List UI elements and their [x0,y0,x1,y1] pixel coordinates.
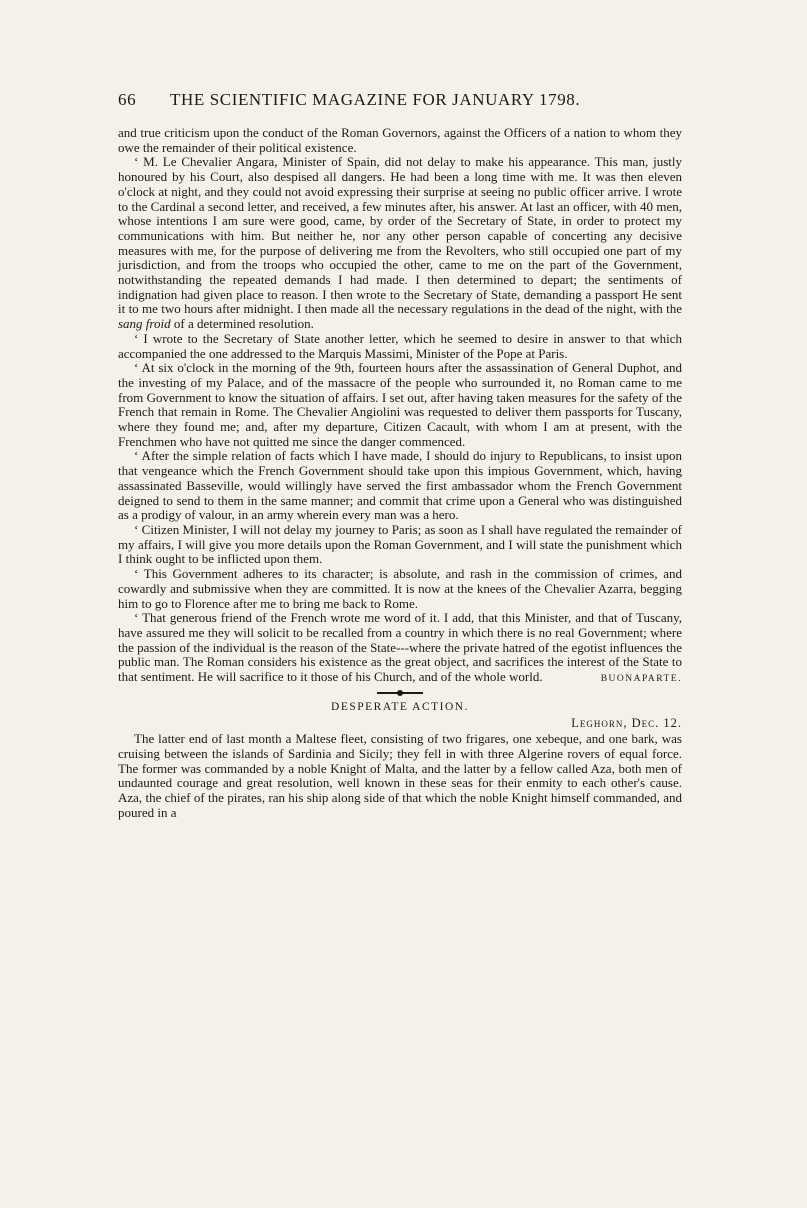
page-body [118,126,682,820]
paragraph-text: ‘ That generous friend of the French wrote me word of it. I add, that this Minister, and that of Tuscany, have assured me they will solicit to be recalled from a country in which there is no real Government; where the passion of the individual is the reason of the State---where the private hatred of the egotist influences the public man. The Roman considers his existence as the great object, and sacrifices the interest of the State to that sentiment. He will sacrifice to it those of his Church, and of the whole world. [118,610,682,685]
paragraph: ‘ Citizen Minister, I will not delay my journey to Paris; as soon as I shall have regulated the remainder of my affairs, I will give you more details upon the Roman Government, and I will state the punishment which I think ought to be inflicted upon them. [118,521,682,567]
section-title: DESPERATE ACTION. [331,700,469,713]
paragraph-text: ‘ M. Le Chevalier Angara, Minister of Spain, did not delay to make his appearance. This man, justly honoured by his Court, also despised all dangers. He had been a long time with me. It was then eleven o'clock at night, and they could not avoid expressing their surprise at seeing no public officer arrive. I wrote to the Cardinal a second letter, and received, a few minutes after, his answer. At last an officer, with 40 men, whose intentions I am sure were good, came, by order of the Secretary of State, in order to protect my communications with him. But neither he, nor any other person capable of concerting any decisive measures with me, for the purpose of delivering me from the Revolters, who still occupied one part of my jurisdiction, and from the troops who occupied the other, came to me on the part of the Government, notwithstanding the repeated demands I had made. I then determined to depart; the sentiments of indignation had given place to reason. I then wrote to the Secretary of State, demanding a passport He sent it to me two hours after midnight. I then made all the necessary regulations in the dead of the night, with the [118,154,682,317]
paragraph [118,155,682,331]
paragraph: ‘ This Government adheres to its character; is absolute, and rash in the commission of crimes, and cowardly and submissive when they are committed. It is now at the knees of the Chevalier Azarra, begging him to go to Florence after me to bring me back to Rome. [118,566,682,611]
paragraph-text: of a determined resolution. [173,316,314,332]
page-number: 66 [118,90,137,109]
paragraph: and true criticism upon the conduct of the Roman Governors, against the Officers of a nation to whom they owe the remainder of their political existence. [118,125,682,155]
signature: BUONAPARTE. [600,674,682,685]
dateline: Leghorn, Dec. 12. [571,716,682,731]
paragraph: ‘ At six o'clock in the morning of the 9th, fourteen hours after the assassination of General Duphot, and the investing of my Palace, and of the massacre of the people who surrounded it, no Roman came to me from Government to know the situation of affairs. I set out, after having taken measures for the safety of the French that remain in Rome. The Chevalier Angiolini was requested to deliver them passports for Tuscany, where they found me; and, after my departure, Citizen Cacault, with whom I am at present, with the Frenchmen who have not quitted me since the danger commenced. [118,360,682,449]
paragraph: ‘ After the simple relation of facts which I have made, I should do injury to Republicans, to insist upon that vengeance which the French Government should take upon this impious Government, which, having assassinated Basseville, would willingly have served the first ambassador whom the French Government deigned to send to them in the same manner; and commit that crime upon a General who was distinguished as a prodigy of valour, in an army wherein every man was a hero. [118,448,682,523]
section-divider [377,692,423,694]
running-header [118,90,683,110]
paragraph: The latter end of last month a Maltese fleet, consisting of two frigares, one xebeque, and one bark, was cruising between the islands of Sardinia and Sicily; they fell in with three Algerine rovers of equal force. The former was commanded by a noble Knight of Malta, and the latter by a fellow called Aza, both men of undaunted courage and great resolution, well known in these seas for their enmity to each other's cause. Aza, the chief of the pirates, ran his ship along side of that which the noble Knight himself commanded, and poured in a [118,731,682,820]
paragraph: ‘ I wrote to the Secretary of State another letter, which he seemed to desire in answer to that which accompanied the one addressed to the Marquis Massimi, Minister of the Pope at Paris. [118,330,682,361]
italic-phrase: sang froid [118,316,171,332]
paragraph [118,611,682,685]
running-title: THE SCIENTIFIC MAGAZINE FOR JANUARY 1798. [170,90,581,109]
